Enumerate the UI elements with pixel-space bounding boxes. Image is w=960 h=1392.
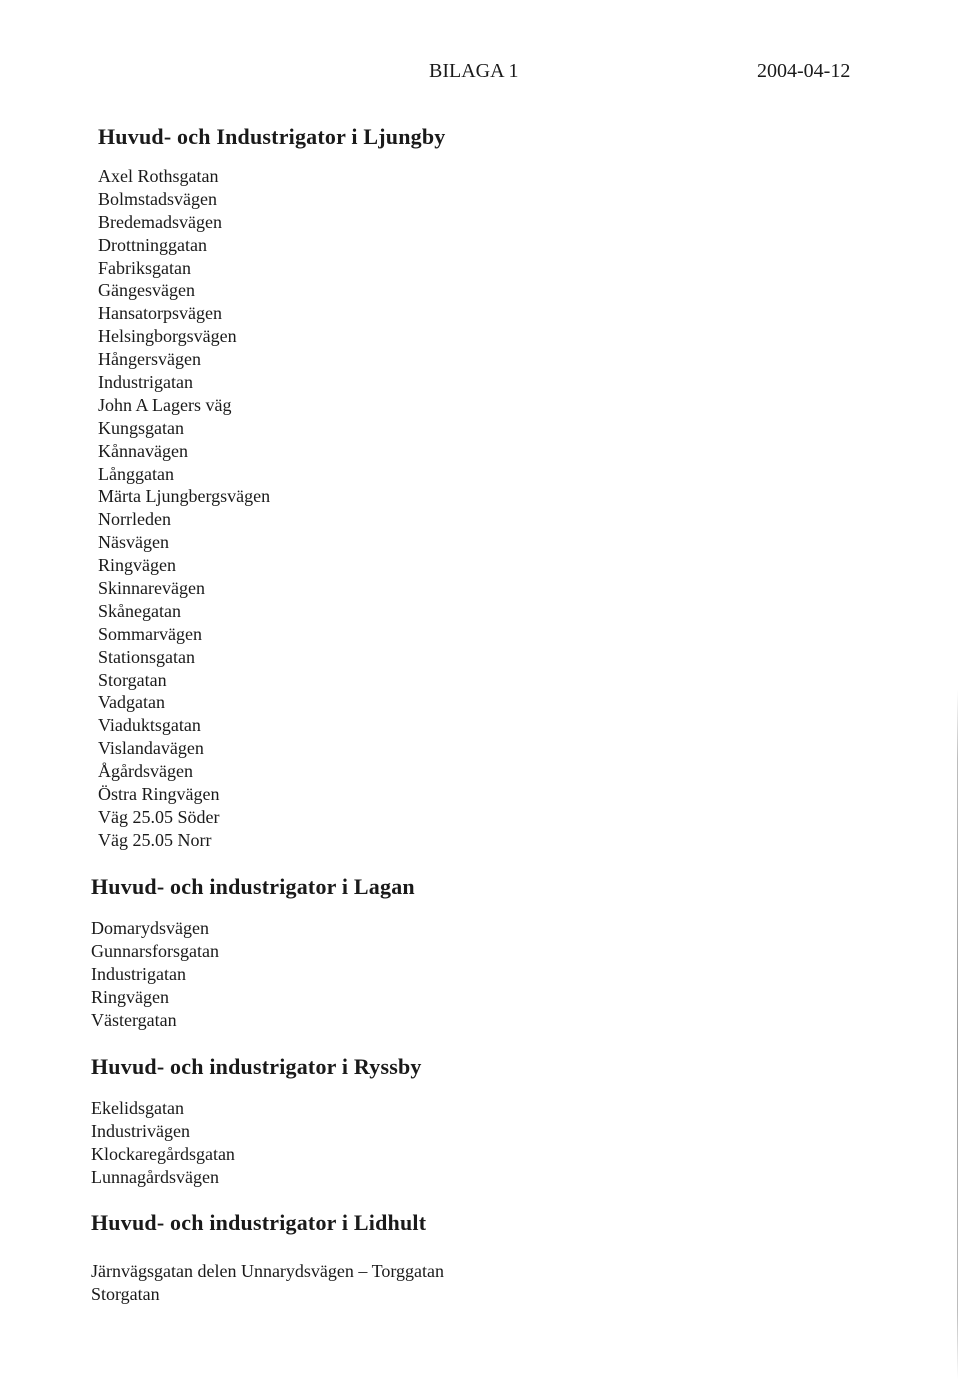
section-lagan (91, 873, 415, 1031)
section-ljungby (98, 122, 446, 852)
street-item: Stationsgatan (98, 646, 195, 667)
street-list (91, 1097, 422, 1189)
section-ryssby (91, 1053, 422, 1189)
street-item: Hångersvägen (98, 349, 201, 370)
street-item: Väg 25.05 Söder (98, 806, 220, 827)
appendix-label: BILAGA 1 (429, 60, 519, 82)
street-item: Skånegatan (98, 600, 181, 621)
street-item: Lunnagårdsvägen (91, 1166, 219, 1187)
street-item: Gunnarsforsgatan (91, 940, 219, 961)
street-item: Gängesvägen (98, 280, 195, 301)
section-title: Huvud- och Industrigator i Ljungby (98, 124, 446, 149)
section-title: Huvud- och industrigator i Lagan (91, 874, 415, 899)
street-item: Industrigatan (91, 963, 186, 984)
street-item: Axel Rothsgatan (98, 166, 219, 186)
street-item: Ekelidsgatan (91, 1098, 184, 1118)
street-item: Långgatan (98, 463, 174, 484)
street-list (91, 1260, 444, 1306)
street-item: Bredemadsvägen (98, 211, 222, 232)
street-item: Drottninggatan (98, 234, 207, 255)
street-item: Ringvägen (91, 986, 169, 1007)
street-item: Industrigatan (98, 372, 193, 393)
street-item: Västergatan (91, 1009, 177, 1030)
street-list (91, 917, 415, 1031)
street-list (98, 165, 446, 852)
street-item: Hansatorpsvägen (98, 303, 222, 324)
street-item: Viaduktsgatan (98, 715, 201, 736)
street-item: Storgatan (98, 669, 167, 690)
street-item: Väg 25.05 Norr (98, 829, 212, 850)
street-item: Märta Ljungbergsvägen (98, 486, 271, 507)
street-item: Industrivägen (91, 1120, 190, 1141)
street-item: Vadgatan (98, 692, 165, 713)
street-item: Storgatan (91, 1283, 160, 1304)
street-item: Ågårdsvägen (98, 761, 193, 782)
street-item: Sommarvägen (98, 623, 202, 644)
section-lidhult (91, 1209, 444, 1306)
street-item: Östra Ringvägen (98, 784, 220, 805)
document-date: 2004-04-12 (757, 60, 851, 82)
street-item: John A Lagers väg (98, 394, 232, 415)
street-item: Helsingborgsvägen (98, 326, 237, 347)
street-item: Norrleden (98, 509, 171, 530)
street-item: Näsvägen (98, 532, 169, 553)
street-item: Klockaregårdsgatan (91, 1143, 235, 1164)
street-item: Järnvägsgatan delen Unnarydsvägen – Torggatan (91, 1261, 444, 1281)
street-item: Skinnarevägen (98, 578, 205, 599)
street-item: Kungsgatan (98, 417, 184, 438)
street-item: Ringvägen (98, 555, 176, 576)
street-item: Bolmstadsvägen (98, 188, 217, 209)
scan-edge-artifact (957, 690, 958, 1380)
street-item: Vislandavägen (98, 738, 204, 759)
street-item: Domarydsvägen (91, 918, 209, 938)
street-item: Kånnavägen (98, 440, 188, 461)
section-title: Huvud- och industrigator i Lidhult (91, 1210, 427, 1235)
street-item: Fabriksgatan (98, 257, 191, 278)
section-title: Huvud- och industrigator i Ryssby (91, 1054, 422, 1079)
